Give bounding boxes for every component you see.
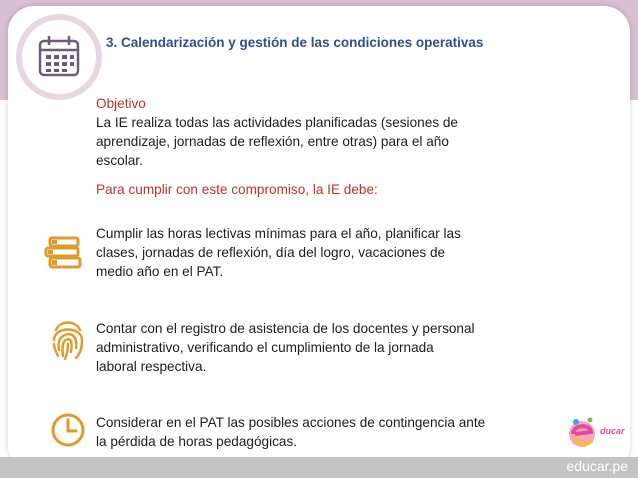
logo-wordmark: ducar [600, 426, 625, 436]
item-line: administrativo, verificando el cumplimiento de la jornada [96, 340, 434, 355]
objective-line: aprendizaje, jornadas de reflexión, entre otras) para el año [96, 134, 449, 149]
item-text [96, 413, 516, 451]
item-text [96, 224, 516, 281]
objective-line: escolar. [96, 153, 143, 168]
item-text [96, 319, 516, 376]
objective-line: La IE realiza todas las actividades planificadas (sesiones de [96, 115, 458, 130]
page-title: 3. Calendarización y gestión de las condiciones operativas [106, 35, 484, 50]
objective-block [96, 94, 516, 170]
commitment-intro: Para cumplir con este compromiso, la IE debe: [96, 182, 378, 197]
calendar-badge [16, 14, 102, 100]
item-line: Contar con el registro de asistencia de los docentes y personal [96, 321, 475, 336]
fingerprint-icon [50, 316, 86, 362]
calendar-icon [34, 32, 84, 82]
books-icon [44, 236, 82, 270]
objective-label: Objetivo [96, 96, 146, 111]
clock-icon [50, 412, 86, 448]
item-line: clases, jornadas de reflexión, día del logro, vacaciones de [96, 245, 446, 260]
item-line: Cumplir las horas lectivas mínimas para el año, planificar las [96, 226, 461, 241]
item-line: laboral respectiva. [96, 359, 207, 374]
item-line: la pérdida de horas pedagógicas. [96, 434, 298, 449]
footer-bar [0, 457, 638, 478]
item-line: medio año en el PAT. [96, 264, 224, 279]
footer-site-link[interactable]: educar.pe [566, 458, 628, 474]
item-line: Considerar en el PAT las posibles acciones de contingencia ante [96, 415, 486, 430]
